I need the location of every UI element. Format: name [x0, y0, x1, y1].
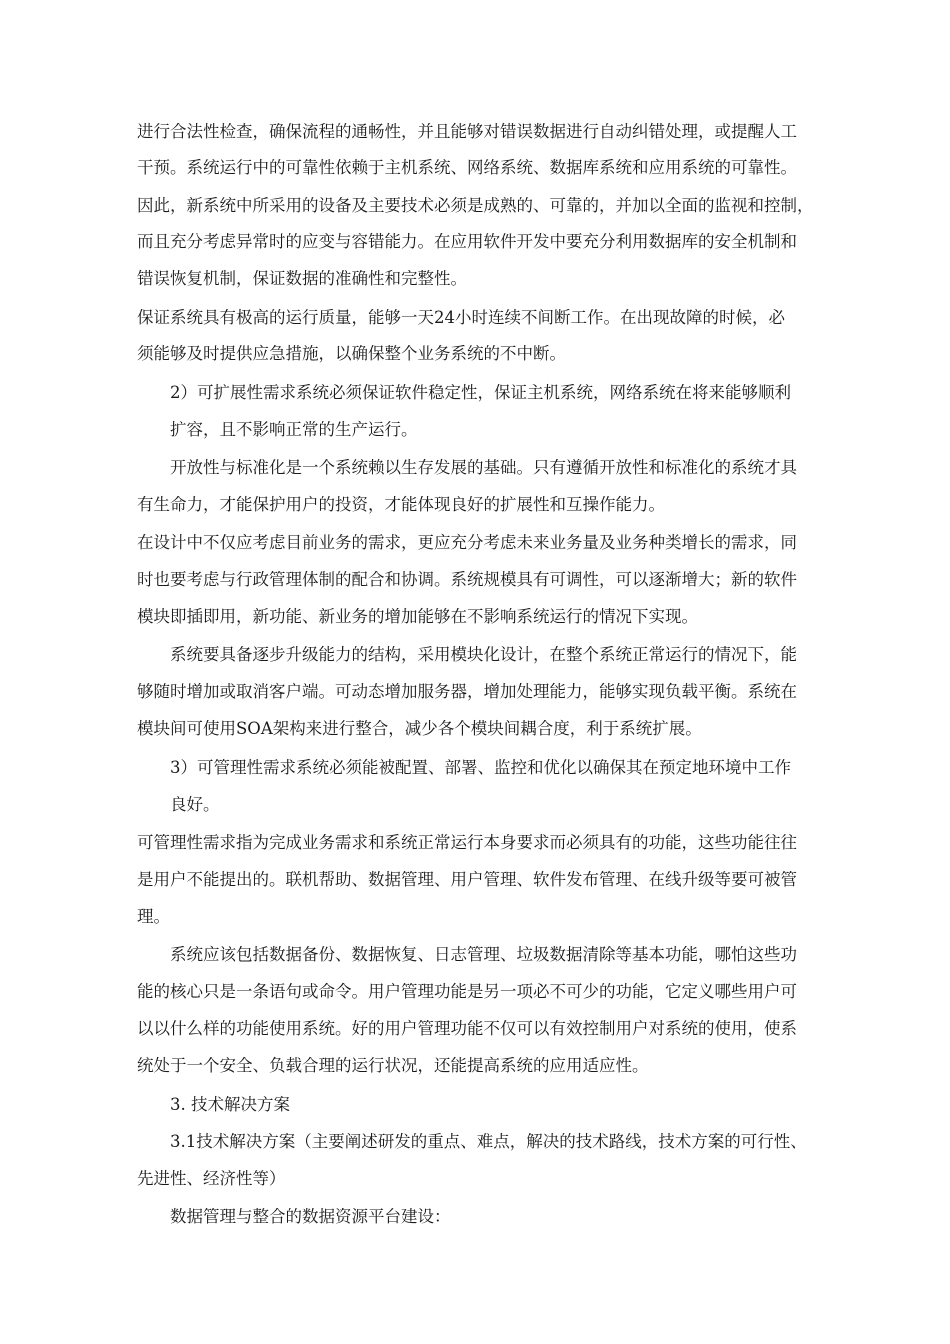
- text-line: 时也要考虑与行政管理体制的配合和协调。系统规模具有可调性，可以逐渐增大；新的软件: [137, 570, 797, 589]
- text-line: 是用户不能提出的。联机帮助、数据管理、用户管理、软件发布管理、在线升级等要可被管: [137, 870, 797, 889]
- text-line: 良好。: [170, 795, 220, 814]
- text-line: 系统要具备逐步升级能力的结构，采用模块化设计，在整个系统正常运行的情况下，能: [170, 645, 797, 664]
- text-line: 以以什么样的功能使用系统。好的用户管理功能不仅可以有效控制用户对系统的使用，使系: [137, 1019, 797, 1038]
- text-line: 能的核心只是一条语句或命令。用户管理功能是另一项必不可少的功能，它定义哪些用户可: [137, 982, 797, 1001]
- text-line: 系统应该包括数据备份、数据恢复、日志管理、垃圾数据清除等基本功能，哪怕这些功: [170, 945, 797, 964]
- text-line: 因此，新系统中所采用的设备及主要技术必须是成熟的、可靠的，并加以全面的监视和控制，: [137, 196, 814, 215]
- text-line: 在设计中不仅应考虑目前业务的需求，更应充分考虑未来业务量及业务种类增长的需求，同: [137, 533, 797, 552]
- text-line: 干预。系统运行中的可靠性依赖于主机系统、网络系统、数据库系统和应用系统的可靠性。: [137, 158, 797, 177]
- text-line: 理。: [137, 907, 170, 926]
- text-line: 2）可扩展性需求系统必须保证软件稳定性，保证主机系统，网络系统在将来能够顺利: [170, 383, 791, 402]
- text-line: 保证系统具有极高的运行质量，能够一天24小时连续不间断工作。在出现故障的时候，必: [137, 308, 785, 327]
- text-line: 须能够及时提供应急措施，以确保整个业务系统的不中断。: [137, 344, 566, 363]
- text-line: 扩容，且不影响正常的生产运行。: [170, 420, 418, 439]
- text-line: 数据管理与整合的数据资源平台建设：: [170, 1207, 451, 1226]
- text-line: 可管理性需求指为完成业务需求和系统正常运行本身要求而必须具有的功能，这些功能往往: [137, 833, 797, 852]
- text-line: 有生命力，才能保护用户的投资，才能体现良好的扩展性和互操作能力。: [137, 495, 665, 514]
- text-line: 开放性与标准化是一个系统赖以生存发展的基础。只有遵循开放性和标准化的系统才具: [170, 458, 797, 477]
- section-heading: 3. 技术解决方案: [170, 1095, 290, 1114]
- subsection-heading: 3.1技术解决方案（主要阐述研发的重点、难点，解决的技术路线，技术方案的可行性、: [170, 1132, 807, 1151]
- text-line: 进行合法性检查，确保流程的通畅性，并且能够对错误数据进行自动纠错处理，或提醒人工: [137, 122, 797, 141]
- text-line: 统处于一个安全、负载合理的运行状况，还能提高系统的应用适应性。: [137, 1056, 649, 1075]
- text-line: 3）可管理性需求系统必须能被配置、部署、监控和优化以确保其在预定地环境中工作: [170, 758, 791, 777]
- text-line: 先进性、经济性等）: [137, 1169, 286, 1188]
- text-line: 够随时增加或取消客户端。可动态增加服务器，增加处理能力，能够实现负载平衡。系统在: [137, 682, 797, 701]
- text-line: 模块即插即用，新功能、新业务的增加能够在不影响系统运行的情况下实现。: [137, 607, 698, 626]
- text-line: 错误恢复机制，保证数据的准确性和完整性。: [137, 269, 467, 288]
- text-line: 而且充分考虑异常时的应变与容错能力。在应用软件开发中要充分利用数据库的安全机制和: [137, 232, 797, 251]
- text-line: 模块间可使用SOA架构来进行整合，减少各个模块间耦合度，利于系统扩展。: [137, 719, 702, 738]
